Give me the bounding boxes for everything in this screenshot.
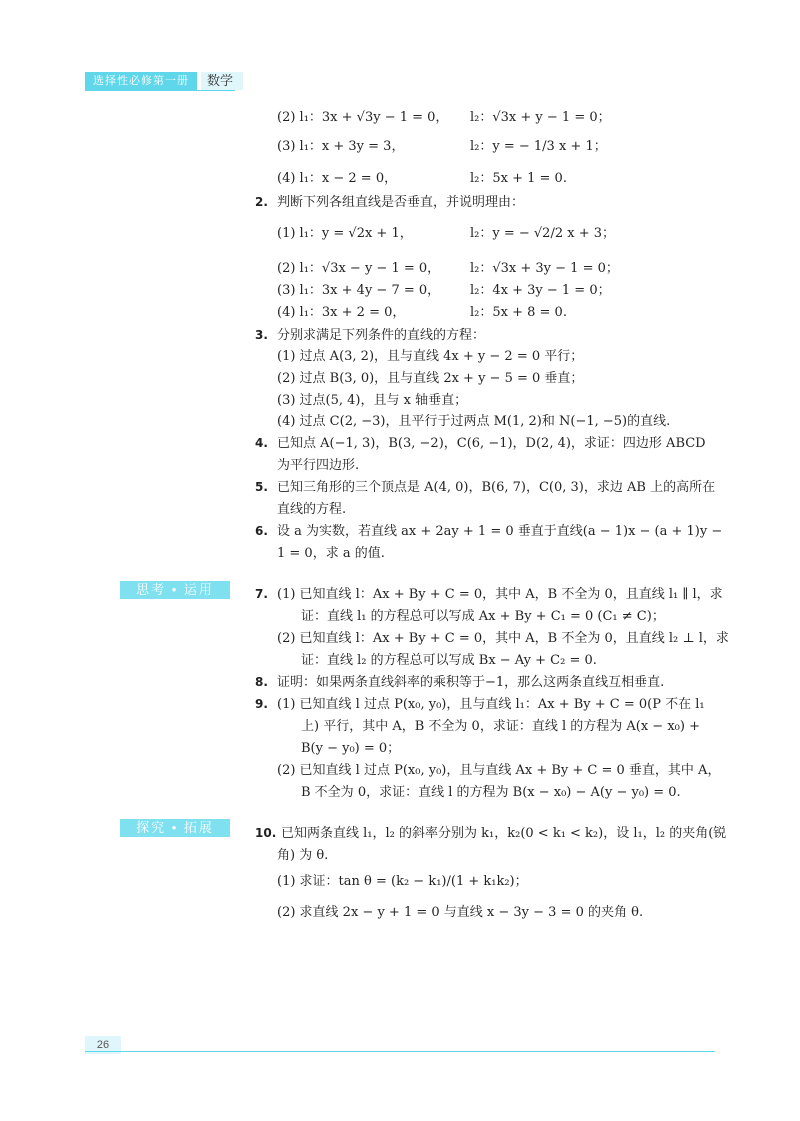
q6-line-2: 1 = 0，求 a 的值. bbox=[277, 546, 385, 561]
q2-2-l1: (2) l₁：√3x − y − 1 = 0， bbox=[277, 261, 441, 276]
page-number: 26 bbox=[85, 1036, 121, 1054]
q1-4-l1: (4) l₁：x − 2 = 0， bbox=[277, 171, 398, 186]
q2-item-2 bbox=[255, 257, 725, 275]
question-8 bbox=[255, 671, 664, 690]
q1-item-2 bbox=[255, 106, 725, 124]
q5-line-2: 直线的方程. bbox=[277, 502, 347, 517]
question-5 bbox=[255, 476, 715, 495]
q1-item-3 bbox=[255, 135, 725, 153]
q2-3-l1: (3) l₁：3x + 4y − 7 = 0， bbox=[277, 283, 441, 298]
q9-1-line-3: B(y − y₀) = 0； bbox=[301, 741, 401, 756]
q4-line-2: 为平行四边形. bbox=[277, 458, 360, 473]
question-text: 已知三角形的三个顶点是 A(4, 0)，B(6, 7)，C(0, 3)，求边 AB 上的高所在 bbox=[277, 480, 716, 495]
q1-2-l1: (2) l₁：3x + √3y − 1 = 0， bbox=[277, 110, 449, 125]
question-6 bbox=[255, 520, 722, 539]
q1-2-l2: l₂：√3x + y − 1 = 0； bbox=[470, 110, 611, 125]
q2-item-1 bbox=[255, 222, 725, 240]
q7-2-line-2: 证：直线 l₂ 的方程总可以写成 Bx − Ay + C₂ = 0. bbox=[301, 653, 597, 668]
q2-4-l2: l₂：5x + 8 = 0. bbox=[470, 305, 567, 320]
q7-1-line-2: 证：直线 l₁ 的方程总可以写成 Ax + By + C₁ = 0 (C₁ ≠ C)； bbox=[301, 609, 665, 624]
question-text: (1) 已知直线 l 过点 P(x₀, y₀)，且与直线 l₁：Ax + By + C = 0(P 不在 l₁ bbox=[277, 697, 705, 712]
question-text: 已知两条直线 l₁，l₂ 的斜率分别为 k₁，k₂(0 < k₁ < k₂)，设 l₁，l₂ 的夹角(锐 bbox=[281, 826, 727, 841]
q1-item-4 bbox=[255, 167, 725, 185]
question-number: 3. bbox=[255, 328, 268, 342]
section-label-thinking: 思考 • 运用 bbox=[120, 581, 230, 599]
footer-rule bbox=[85, 1051, 715, 1052]
q3-item-3: (3) 过点(5, 4)，且与 x 轴垂直； bbox=[277, 393, 468, 408]
question-7 bbox=[255, 583, 723, 602]
question-number: 8. bbox=[255, 675, 268, 689]
q1-3-l2: l₂：y = − 1/3 x + 1； bbox=[470, 139, 607, 154]
q3-item-2: (2) 过点 B(3, 0)，且与直线 2x + y − 5 = 0 垂直； bbox=[277, 371, 584, 386]
question-text: 判断下列各组直线是否垂直，并说明理由： bbox=[277, 195, 525, 210]
q10-item-2: (2) 求直线 2x − y + 1 = 0 与直线 x − 3y − 3 = 0 的夹角 θ. bbox=[277, 905, 644, 920]
page-header bbox=[85, 70, 243, 92]
q2-item-4 bbox=[255, 301, 725, 319]
question-number: 10. bbox=[255, 826, 277, 840]
q2-3-l2: l₂：4x + 3y − 1 = 0； bbox=[470, 283, 611, 298]
q2-2-l2: l₂：√3x + 3y − 1 = 0； bbox=[470, 261, 619, 276]
question-9 bbox=[255, 693, 705, 712]
q2-1-l1: (1) l₁：y = √2x + 1， bbox=[277, 226, 413, 241]
q10-line-2: 角) 为 θ. bbox=[277, 848, 329, 863]
q1-4-l2: l₂：5x + 1 = 0. bbox=[470, 171, 567, 186]
q2-1-l2: l₂：y = − √2/2 x + 3； bbox=[470, 226, 615, 241]
question-10 bbox=[255, 822, 726, 841]
question-number: 7. bbox=[255, 587, 268, 601]
question-text: 已知点 A(−1, 3)，B(3, −2)，C(6, −1)，D(2, 4)，求证：四边形 ABCD bbox=[277, 436, 706, 451]
question-number: 5. bbox=[255, 480, 268, 494]
question-number: 4. bbox=[255, 436, 268, 450]
subject-title: 数学 bbox=[201, 72, 243, 90]
section-label-explore: 探究 • 拓展 bbox=[120, 819, 230, 837]
header-rule bbox=[85, 90, 235, 91]
q9-2-line-1: (2) 已知直线 l 过点 P(x₀, y₀)，且与直线 Ax + By + C = 0 垂直，其中 A， bbox=[277, 763, 721, 778]
q7-2-line-1: (2) 已知直线 l：Ax + By + C = 0，其中 A，B 不全为 0，且直线 l₂ ⊥ l，求 bbox=[277, 631, 729, 646]
question-number: 2. bbox=[255, 195, 268, 209]
q2-4-l1: (4) l₁：3x + 2 = 0， bbox=[277, 305, 406, 320]
question-number: 9. bbox=[255, 697, 268, 711]
q9-2-line-2: B 不全为 0，求证：直线 l 的方程为 B(x − x₀) − A(y − y₀) = 0. bbox=[301, 785, 681, 800]
book-tag: 选择性必修第一册 bbox=[85, 72, 197, 90]
question-4 bbox=[255, 432, 706, 451]
question-text: 分别求满足下列条件的直线的方程： bbox=[277, 328, 486, 343]
question-2 bbox=[255, 191, 524, 210]
q10-item-1: (1) 求证：tan θ = (k₂ − k₁)/(1 + k₁k₂)； bbox=[277, 874, 528, 889]
q3-item-4: (4) 过点 C(2, −3)，且平行于过两点 M(1, 2)和 N(−1, −5)的直线. bbox=[277, 414, 671, 429]
question-text: 设 a 为实数，若直线 ax + 2ay + 1 = 0 垂直于直线(a − 1)x − (a + 1)y − bbox=[277, 524, 723, 539]
q2-item-3 bbox=[255, 279, 725, 297]
question-number: 6. bbox=[255, 524, 268, 538]
question-3 bbox=[255, 324, 485, 343]
question-text: (1) 已知直线 l：Ax + By + C = 0，其中 A，B 不全为 0，且直线 l₁ ∥ l，求 bbox=[277, 587, 723, 602]
q3-item-1: (1) 过点 A(3, 2)，且与直线 4x + y − 2 = 0 平行； bbox=[277, 349, 584, 364]
question-text: 证明：如果两条直线斜率的乘积等于−1，那么这两条直线互相垂直. bbox=[277, 675, 665, 690]
q1-3-l1: (3) l₁：x + 3y = 3， bbox=[277, 139, 405, 154]
q9-1-line-2: 上) 平行，其中 A，B 不全为 0，求证：直线 l 的方程为 A(x − x₀) + bbox=[301, 719, 700, 734]
